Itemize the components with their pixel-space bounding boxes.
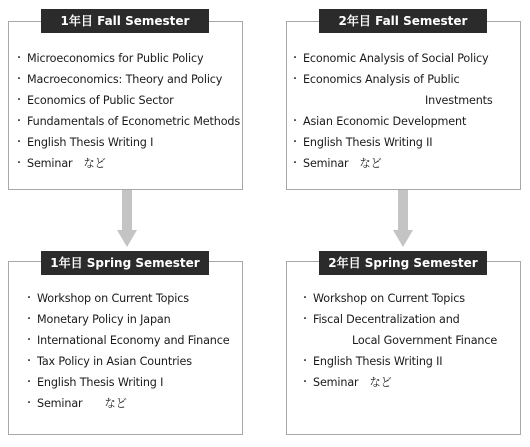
list-item: ・ English Thesis Writing II <box>302 351 497 372</box>
list-item: ・ Tax Policy in Asian Countries <box>26 351 230 372</box>
list-item: ・ Seminar など <box>16 153 240 174</box>
list-item: ・ Workshop on Current Topics <box>26 288 230 309</box>
year1-spring-title: 1年目 Spring Semester <box>41 251 209 275</box>
list-item: ・ English Thesis Writing I <box>26 372 230 393</box>
list-item: ・ Seminar など <box>292 153 493 174</box>
list-item: ・ Macroeconomics: Theory and Policy <box>16 69 240 90</box>
year1-fall-title: 1年目 Fall Semester <box>41 9 209 33</box>
list-item: ・ Fiscal Decentralization and <box>302 309 497 330</box>
list-item: ・ Seminar など <box>26 393 230 414</box>
list-item: ・ Seminar など <box>302 372 497 393</box>
year2-spring-title: 2年目 Spring Semester <box>319 251 487 275</box>
list-item: ・ Economic Analysis of Social Policy <box>292 48 493 69</box>
year1-down-arrow <box>117 190 137 248</box>
list-item-continuation: Investments <box>425 94 493 107</box>
list-item: ・ Economics Analysis of Public <box>292 69 493 90</box>
list-item: ・ Monetary Policy in Japan <box>26 309 230 330</box>
list-item: ・ Asian Economic Development <box>292 111 493 132</box>
list-item: ・ Microeconomics for Public Policy <box>16 48 240 69</box>
year1-fall-course-list <box>16 48 240 174</box>
list-item: ・ Fundamentals of Econometric Methods <box>16 111 240 132</box>
list-item: ・ English Thesis Writing II <box>292 132 493 153</box>
list-item-continuation: Local Government Finance <box>352 334 498 347</box>
year2-spring-course-list <box>302 288 497 393</box>
list-item: ・ Economics of Public Sector <box>16 90 240 111</box>
list-item: ・ English Thesis Writing I <box>16 132 240 153</box>
list-item: ・ Workshop on Current Topics <box>302 288 497 309</box>
year2-fall-title: 2年目 Fall Semester <box>319 9 487 33</box>
list-item: ・ International Economy and Finance <box>26 330 230 351</box>
year2-down-arrow <box>393 190 413 248</box>
year2-fall-course-list <box>292 48 493 174</box>
year1-spring-course-list <box>26 288 230 414</box>
